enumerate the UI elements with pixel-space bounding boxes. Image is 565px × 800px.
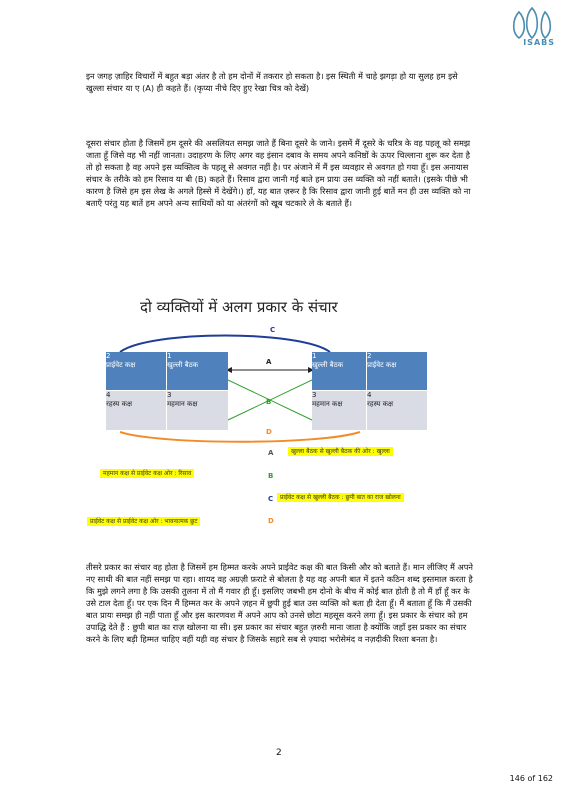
left-secret-room: 4 रहस्य कक्ष xyxy=(106,391,166,430)
paragraph-open-communication: इन जगह ज़ाहिर विचारों में बहुत बड़ा अंतर है तो हम दोनों में तकरार हो सकता है। इस स्थिती में चाहे झगड़ा हो या सुलह हम इसे खुल्ला संचार या ए (A) ही कहते हैं। (कृप्या नीचे दिए हुए रेखा चित्र को देखें) xyxy=(86,71,458,93)
legend-caption-a: खुल्ला बैठक से खुल्ली बैठक की ओर : खुल्ला xyxy=(288,447,393,456)
page-number: 2 xyxy=(276,748,282,758)
arrow-label-c: C xyxy=(270,326,276,334)
right-open-meeting: 1 खुल्ली बैठक xyxy=(312,352,366,390)
paragraph-revealing-secret: तीसरे प्रकार का संचार वह होता है जिसमें हम हिम्मत करके अपने प्राईवेट कक्ष की बात किसी और को बताते हैं। मान लीजिए मैं अपने नए साथी की बात नहीं समझ पा रहा। शायद वह अग्रज़ी फ़राटे से बोलता है यह वह अपनी बात में इतने कठिन शब्द इस्तमाल करता है कि मुझे लगने लगा है कि उसकी तुलना में तो मैं गवार ही हूँ। इसलिए जबभी हम दोनो के बीच में कोई बात होती है तो मैं हाँ हूँ कर के उसे टाल देता हूँ। पर एक दिन मैं हिम्मत कर के अपने ज़हन में छुपी हुई बात उस व्यक्ति को बता ही देता हूँ। मैं बताता हूँ कि मैं उसकी बात प्रायः समझ ही नहीं पाता हूँ और इस कारणवश मैं अपने आप को उनसे छोटा महसूस करने लगा हूँ। इस प्रकार के संचार को हम उपाद्धि देते हैं : छुपी बात का राज़ खोलना या सी। इस प्रकार का संचार बहुत ज़रुरी माना जाता है क्योंकि जहाँ इस प्रकार का संचार करने के लिए बड़ी हिम्मत चाहिए वहीं यही वह संचार है जिसके सहारे सब से ज़्यादा भरोसेमंद व नज़दीकी रिश्ता बनता है। xyxy=(86,562,473,644)
left-private-room: 2 प्राईवेट कक्ष xyxy=(106,352,166,390)
legend-letter-a: A xyxy=(268,449,274,457)
legend-letter-b: B xyxy=(268,472,274,480)
page-counter: 146 of 162 xyxy=(509,774,553,783)
right-guest-room: 3 महमान कक्ष xyxy=(312,391,366,430)
arrow-c xyxy=(120,336,330,353)
arrow-d xyxy=(120,432,360,442)
legend-caption-d: प्राईवेट कक्ष से प्राईवेट कक्ष ओर : भावनात्मक छुट xyxy=(87,517,200,526)
paragraph-leakage: दूसरा संचार होता है जिसमें हम दूसरे की असलियत समझ जाते हैं बिना दूसरे के जाने। इसमें मैं दूसरे के चरित्र के वह पहलू को समझ जाता हूँ जिसे वह भी नहीं जानता। उदाहरण के लिए अगर वह इंसान दबाव के समय अपने कनिष्ठों के ऊपर चिल्लाना शुरू कर देता है तो हो सकता है वह अपने इस व्यक्तित्व के पहलू से अवगत नहीं है। पर अंजाने में मैं इस व्यवहार से अवगत हो गया हूँ। इस अनायास संचार के तरीके को हम रिसाव या बी (B) कहते हैं। रिसाव द्वारा जानी गई बाते हम प्रायः उस व्यक्ति को नहीं बताते। (इसके पीछे भी कारण है जिसे हम इस लेख के अगले हिस्से में देखेंगे।) हाँ, यह बात ज़रूर है कि रिसाव द्वारा जानी हुई बातें मन ही उस व्यक्ति को ना बताएँ परंतु यह बातें हम अपने अन्य साथियों को या अंतरंगों को खूब चटकारे ले के बताते हैं। xyxy=(86,138,471,208)
left-guest-room: 3 महमान कक्ष xyxy=(167,391,228,430)
legend-letter-d: D xyxy=(268,517,274,525)
legend-letter-c: C xyxy=(268,495,274,503)
logo-text: ISABS xyxy=(523,38,555,47)
right-private-room: 2 प्राईवेट कक्ष xyxy=(367,352,427,390)
arrow-label-b: B xyxy=(266,398,272,406)
arrow-label-d: D xyxy=(266,428,272,436)
legend-caption-b: महमान कक्ष से प्राईवेट कक्ष ओर : रिसाव xyxy=(100,469,194,478)
diagram-title: दो व्यक्तियों में अलग प्रकार के संचार xyxy=(140,298,338,316)
right-secret-room: 4 रहस्य कक्ष xyxy=(367,391,427,430)
arrow-label-a: A xyxy=(266,358,272,366)
legend-caption-c: प्राईवेट कक्ष से खुल्ली बैठक : छुपी बात का राज खोलना xyxy=(277,493,404,502)
left-open-meeting: 1 खुल्ली बैठक xyxy=(167,352,228,390)
